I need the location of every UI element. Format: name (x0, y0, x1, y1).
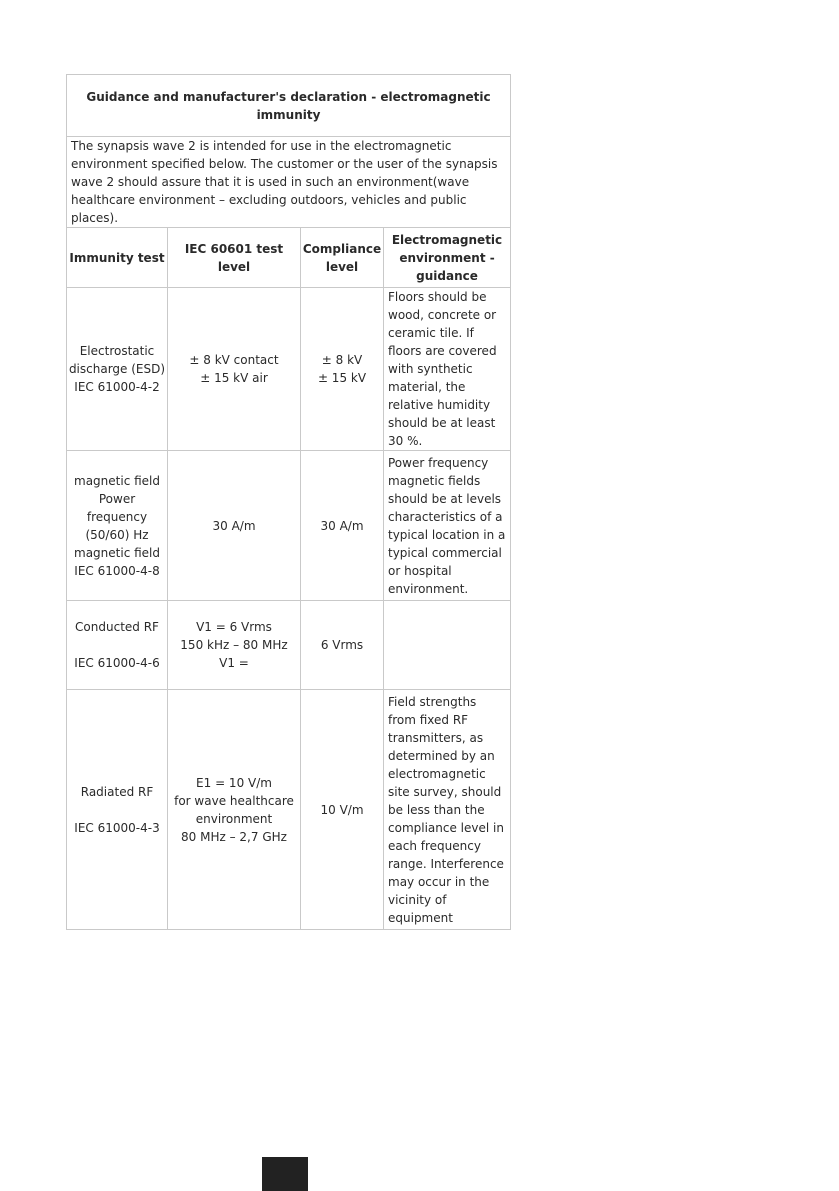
cell-line: 10 V/m (320, 802, 364, 817)
guidance-cell: Field strengths from fixed RF transmitters, as determined by an electromagnetic site survey, should be less than the compliance level in each frequency range. Interference may occur in the vicinity of equipment (384, 690, 511, 930)
guidance-cell: Floors should be wood, concrete or ceramic tile. If floors are covered with synthetic material, the relative humidity should be at least 30 %. (384, 288, 511, 451)
cell-line (67, 636, 167, 654)
cell-line: for wave healthcare (174, 793, 294, 808)
test-level-cell (168, 601, 301, 690)
compliance-cell (301, 451, 384, 601)
header-row (67, 228, 511, 288)
cell-line: 80 MHz – 2,7 GHz (181, 829, 287, 844)
cell-line: IEC 61000-4-6 (74, 656, 160, 670)
cell-line: discharge (ESD) (68, 362, 166, 376)
test-level-cell (168, 690, 301, 930)
table-intro: The synapsis wave 2 is intended for use in the electromagnetic environment specified below. The customer or the user of the synapsis wave 2 should assure that it is used in such an environment(wave healthcare environment – excluding outdoors, vehicles and public places). (67, 137, 511, 228)
cell-line: magnetic field (74, 545, 160, 560)
table-row (67, 288, 511, 451)
cell-line: IEC 61000-4-2 (74, 380, 160, 394)
table-row (67, 601, 511, 690)
table-row (67, 690, 511, 930)
header-compliance (301, 228, 384, 288)
header-environment-line: Electromagnetic (391, 232, 503, 247)
guidance-cell: Power frequency magnetic fields should be at levels characteristics of a typical location in a typical commercial or hospital environment. (384, 451, 511, 601)
header-compliance-line: level (325, 259, 359, 274)
cell-line: frequency (86, 509, 148, 524)
immunity-test-cell (67, 690, 168, 930)
compliance-cell (301, 690, 384, 930)
test-level-cell (168, 288, 301, 451)
cell-line: 150 kHz – 80 MHz (180, 638, 288, 652)
cell-line: 30 A/m (212, 518, 256, 533)
header-iec-level: IEC 60601 test level (168, 228, 301, 288)
page-marker-block (262, 1157, 308, 1191)
immunity-test-cell (67, 451, 168, 601)
cell-line: ± 8 kV (321, 353, 363, 367)
compliance-cell (301, 601, 384, 690)
cell-line: IEC 61000-4-3 (74, 820, 160, 835)
emc-immunity-table (66, 74, 511, 930)
cell-line: Radiated RF (80, 784, 154, 799)
cell-line: Electrostatic (79, 344, 155, 358)
header-immunity-test: Immunity test (67, 228, 168, 288)
header-environment-line: environment - (399, 250, 495, 265)
header-compliance-line: Compliance (302, 241, 382, 256)
table-title: Guidance and manufacturer's declaration - electromagnetic immunity (67, 75, 511, 137)
cell-line: V1 = (219, 656, 249, 670)
cell-line: 6 Vrms (320, 638, 364, 652)
immunity-test-cell (67, 288, 168, 451)
cell-line: environment (195, 811, 273, 826)
compliance-cell (301, 288, 384, 451)
header-environment (384, 228, 511, 288)
cell-line: ± 8 kV contact (189, 353, 279, 367)
immunity-test-cell (67, 601, 168, 690)
cell-line: Conducted RF (75, 620, 159, 634)
cell-line: IEC 61000-4-8 (74, 563, 160, 578)
header-environment-line: guidance (416, 268, 478, 283)
cell-line: 30 A/m (320, 518, 364, 533)
table-row (67, 451, 511, 601)
cell-line: (50/60) Hz (85, 527, 149, 542)
guidance-cell (384, 601, 511, 690)
cell-line: E1 = 10 V/m (196, 775, 272, 790)
cell-line: ± 15 kV (317, 371, 367, 385)
cell-line: Power (98, 491, 136, 506)
cell-line: magnetic field (74, 473, 160, 488)
cell-line: V1 = 6 Vrms (196, 620, 272, 634)
cell-line: ± 15 kV air (200, 371, 268, 385)
test-level-cell (168, 451, 301, 601)
cell-line (67, 801, 167, 819)
